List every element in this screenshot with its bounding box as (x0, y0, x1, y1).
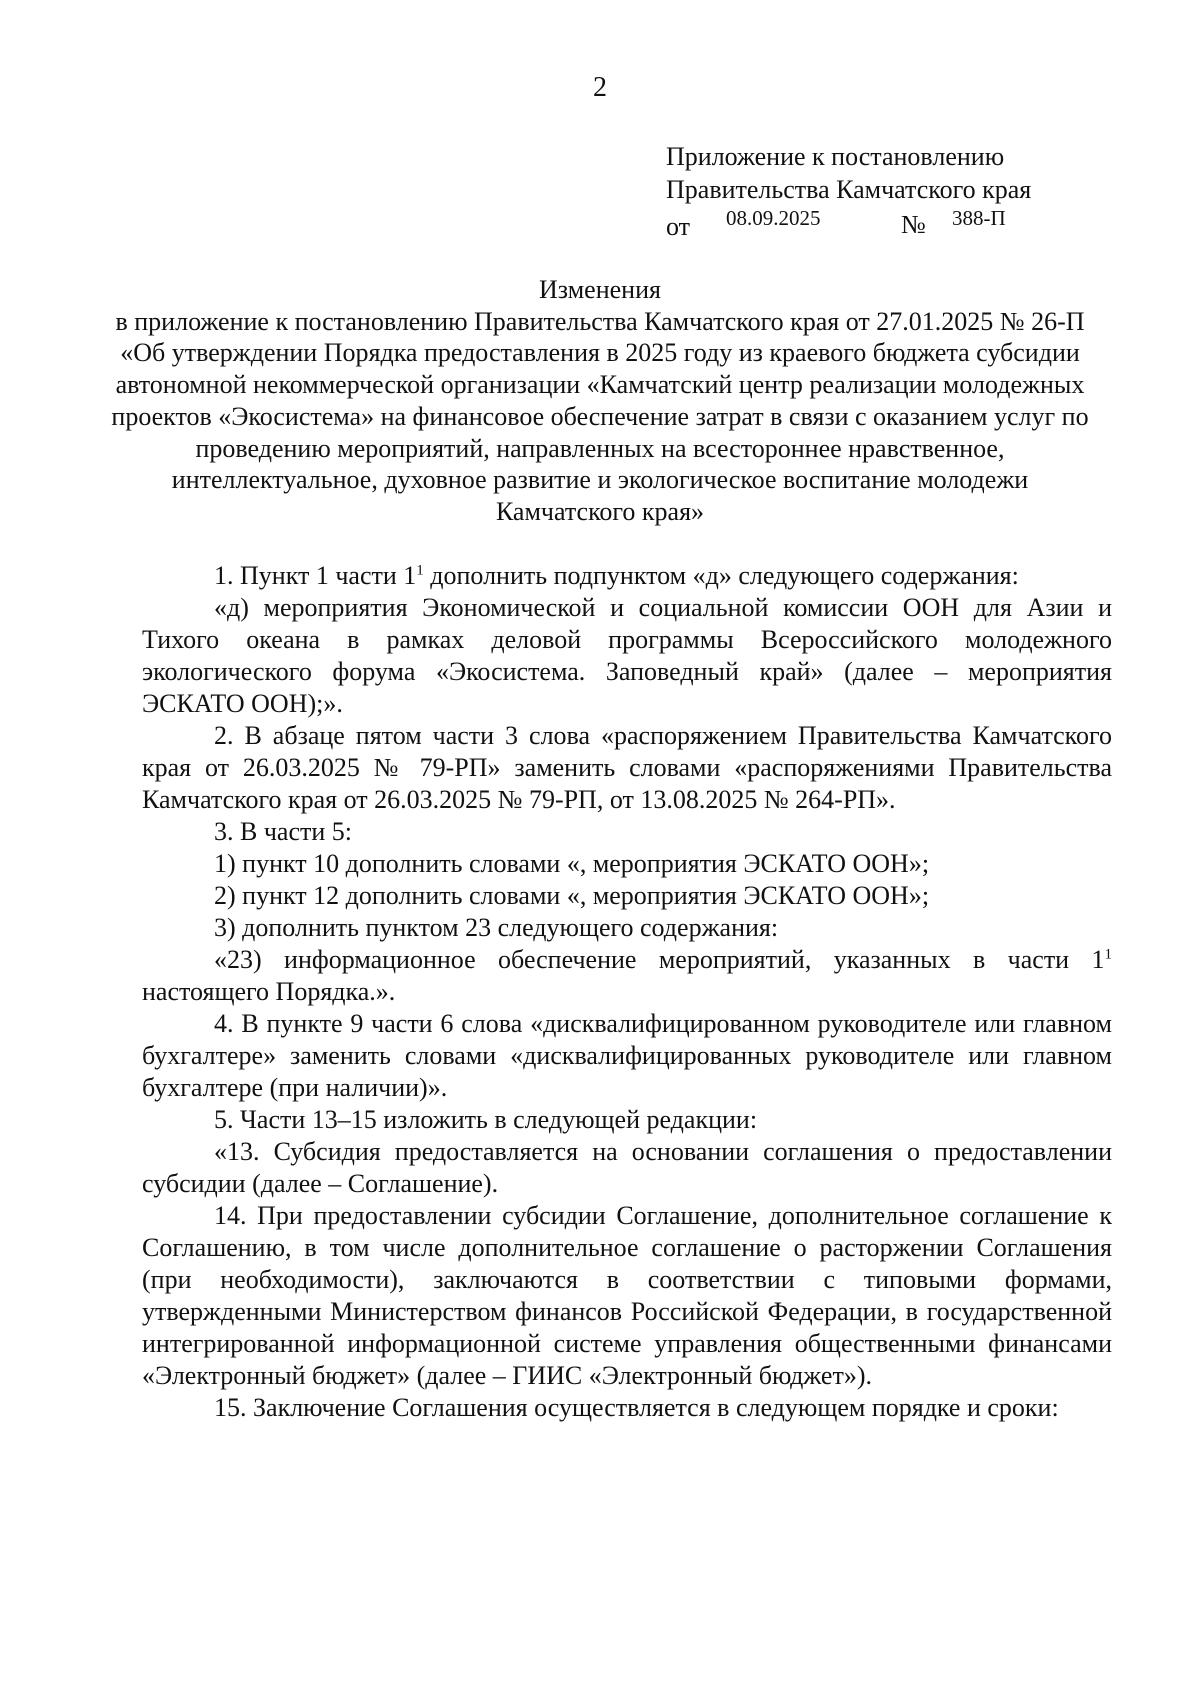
resolution-date: 08.09.2025 (726, 206, 821, 230)
appendix-line-2: Правительства Камчатского края (666, 175, 1032, 204)
paragraph-13: 15. Заключение Соглашения осуществляется в следующем порядке и сроки: (214, 1393, 1059, 1422)
appendix-date-row (666, 206, 1031, 242)
paragraph-8-text: «23) информационное обеспечение мероприятий, указанных в части 1 (214, 945, 1105, 974)
paragraph-1 (142, 560, 1112, 592)
paragraph-8 (142, 944, 1112, 1008)
paragraph-7: 3) дополнить пунктом 23 следующего содержания: (214, 913, 779, 942)
document-title (100, 274, 1100, 528)
paragraph-8-text-end: настоящего Порядка.». (142, 977, 396, 1006)
paragraph-12: 14. При предоставлении субсидии Соглашение, дополнительное соглашение к Соглашению, в том числе дополнительное соглашение о расторжении Соглашения (при необходимости), заключаются в соответствии с типовыми формами, утвержденными Министерством финансов Российской Федерации, в государственной интегрированной информационной системе управления общественными финансами «Электронный бюджет» (далее – ГИИС «Электронный бюджет»). (142, 1201, 1112, 1390)
appendix-line-1: Приложение к постановлению (666, 142, 1005, 171)
paragraph-5: 1) пункт 10 дополнить словами «, мероприятия ЭСКАТО ООН»; (214, 849, 930, 878)
paragraph-1-text: 1. Пункт 1 части 1 (214, 561, 417, 590)
page-number: 2 (593, 72, 607, 103)
paragraph-11: «13. Субсидия предоставляется на основании соглашения о предоставлении субсидии (далее – Соглашение). (142, 1137, 1112, 1198)
paragraph-6: 2) пункт 12 дополнить словами «, мероприятия ЭСКАТО ООН»; (214, 881, 930, 910)
paragraph-4: 3. В части 5: (214, 817, 352, 846)
superscript: 1 (416, 562, 424, 579)
paragraph-9: 4. В пункте 9 части 6 слова «дисквалифицированном руководителе или главном бухгалтере» заменить словами «дисквалифицированных руководителе или главном бухгалтере (при наличии)». (142, 1009, 1112, 1102)
title-heading: Изменения (539, 275, 661, 304)
resolution-number: 388-П (952, 206, 1006, 230)
paragraph-3: 2. В абзаце пятом части 3 слова «распоряжением Правительства Камчатского края от 26.03.2025 № 79-РП» заменить словами «распоряжениями Правительства Камчатского края от 26.03.2025 № 79-РП, от 13.08.2025 № 264-РП». (142, 721, 1112, 814)
paragraph-2: «д) мероприятия Экономической и социальной комиссии ООН для Азии и Тихого океана в рамках деловой программы Всероссийского молодежного экологического форума «Экосистема. Заповедный край» (далее – мероприятия ЭСКАТО ООН);». (142, 593, 1112, 718)
superscript: 1 (1104, 946, 1112, 963)
paragraph-1-text-end: дополнить подпунктом «д» следующего содержания: (423, 561, 1019, 590)
from-label: от (666, 212, 691, 241)
document-body (142, 560, 1112, 1424)
title-subtitle: в приложение к постановлению Правительства Камчатского края от 27.01.2025 № 26-П «Об утверждении Порядка предоставления в 2025 году из краевого бюджета субсидии автономной некоммерческой организации «Камчатский центр реализации молодежных проектов «Экосистема» на финансовое обеспечение затрат в связи с оказанием услуг по проведению мероприятий, направленных на всестороннее нравственное, интеллектуальное, духовное развитие и экологическое воспитание молодежи Камчатского края» (111, 306, 1089, 526)
number-sign: № (901, 210, 926, 239)
paragraph-10: 5. Части 13–15 изложить в следующей редакции: (214, 1105, 758, 1134)
appendix-header (666, 140, 1031, 242)
